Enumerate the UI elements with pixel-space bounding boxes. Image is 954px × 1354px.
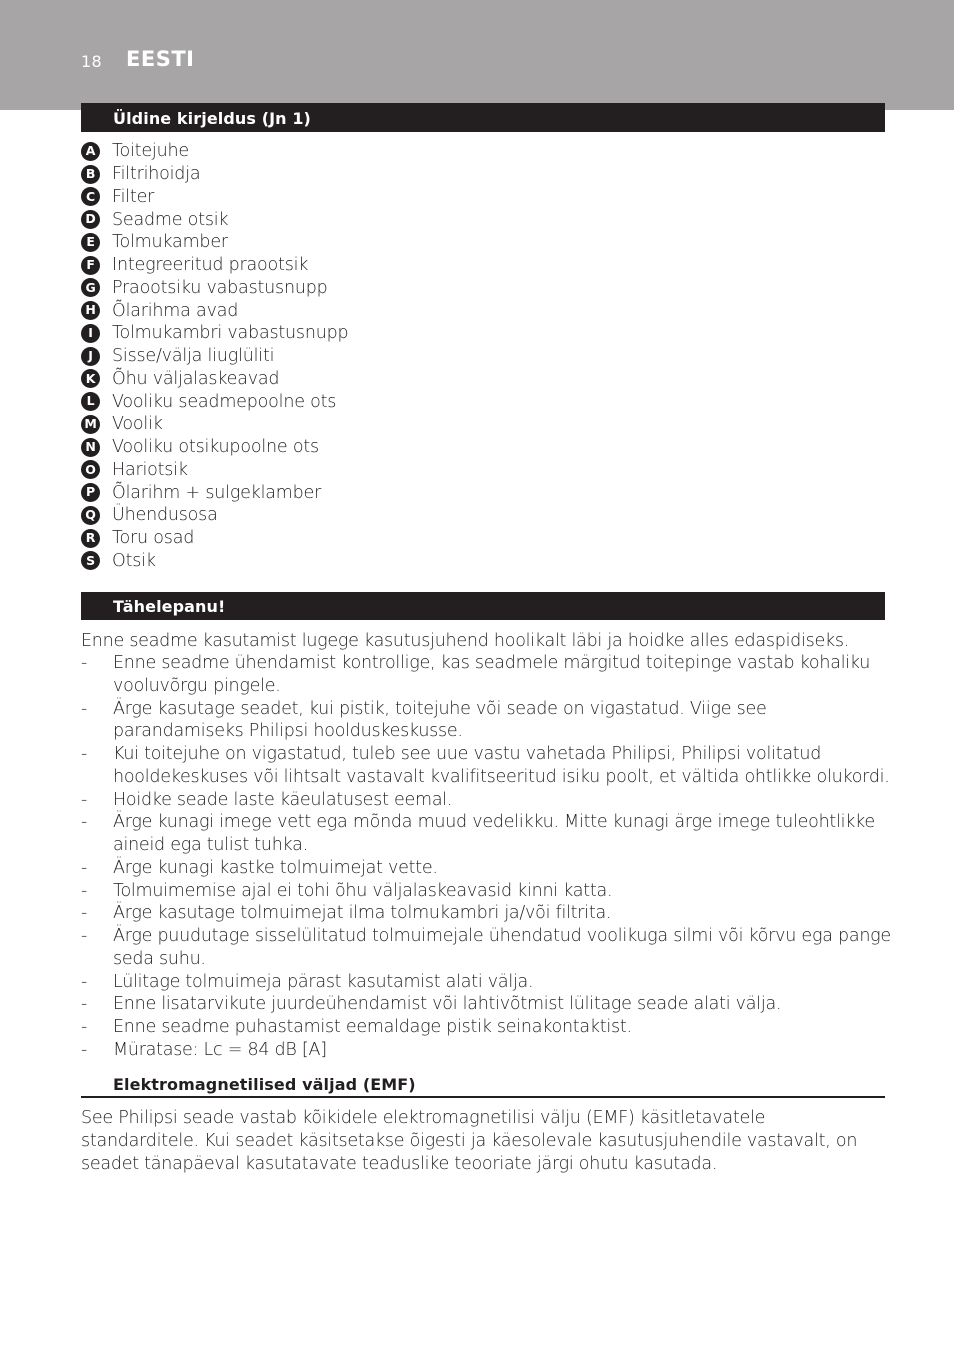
part-item: [81, 208, 348, 231]
warning-item: [81, 698, 891, 744]
part-letter-badge: C: [81, 187, 100, 206]
part-label: Tolmukambri vabastusnupp: [112, 323, 349, 344]
part-item: [81, 550, 348, 573]
section-heading-emf: Elektromagnetilised väljad (EMF): [81, 1074, 885, 1098]
section-heading-general-description: Üldine kirjeldus (Jn 1): [81, 104, 885, 132]
warning-item: [81, 811, 891, 857]
part-label: Toitejuhe: [112, 141, 189, 162]
part-letter-badge: L: [81, 392, 100, 411]
part-item: [81, 390, 348, 413]
section-heading-important: Tähelepanu!: [81, 592, 885, 620]
part-item: [81, 231, 348, 254]
part-label: Hariotsik: [112, 459, 188, 480]
warning-item: [81, 993, 891, 1016]
part-label: Filter: [112, 186, 155, 207]
bullet-dash: -: [81, 880, 88, 901]
part-item: [81, 368, 348, 391]
part-letter-badge: B: [81, 165, 100, 184]
warning-text: Ärge kasutage tolmuimejat ilma tolmukambri ja/või filtrita.: [113, 903, 612, 924]
part-label: Seadme otsik: [112, 209, 229, 230]
emf-paragraph: See Philipsi seade vastab kõikidele elektromagnetilisi välju (EMF) käsitletavatele standarditele. Kui seadet käsitsetakse õigesti ja käesolevale kasutusjuhendile vastavalt, on seadet tänapäeval kasutatavate teaduslike teooriate järgi ohutu kasutada.: [81, 1108, 858, 1174]
bullet-dash: -: [81, 926, 88, 946]
warning-item: [81, 880, 891, 903]
bullet-dash: -: [81, 744, 88, 764]
page-header-band: [0, 0, 954, 110]
part-letter-badge: M: [81, 415, 100, 434]
parts-list: [81, 140, 348, 572]
part-label: Voolik: [112, 414, 163, 435]
part-letter-badge: I: [81, 324, 100, 343]
warning-text: Tolmuimemise ajal ei tohi õhu väljalaskeavasid kinni katta.: [113, 880, 613, 901]
warning-item: [81, 789, 891, 812]
part-item: [81, 186, 348, 209]
part-item: [81, 277, 348, 300]
part-label: Vooliku otsikupoolne ots: [112, 437, 319, 458]
warning-text: Müratase: Lc = 84 dB [A]: [113, 1039, 327, 1060]
warning-text: Ärge puudutage sisselülitatud tolmuimejale ühendatud voolikuga silmi või kõrvu ega pange seda suhu.: [113, 926, 891, 969]
part-letter-badge: K: [81, 369, 100, 388]
warning-item: [81, 743, 891, 789]
language-title: EESTI: [126, 47, 195, 71]
warning-item: [81, 902, 891, 925]
warning-item: [81, 1039, 891, 1062]
part-letter-badge: D: [81, 210, 100, 229]
warning-text: Ärge kunagi kastke tolmuimejat vette.: [113, 857, 438, 878]
part-item: [81, 140, 348, 163]
part-label: Praootsiku vabastusnupp: [112, 277, 328, 298]
bullet-dash: -: [81, 994, 88, 1015]
part-letter-badge: R: [81, 529, 100, 548]
part-label: Toru osad: [112, 528, 195, 549]
part-item: [81, 254, 348, 277]
bullet-dash: -: [81, 971, 88, 992]
bullet-dash: -: [81, 1039, 88, 1060]
part-letter-badge: A: [81, 142, 100, 161]
warning-text: Hoidke seade laste käeulatusest eemal.: [113, 789, 453, 810]
warning-text: Ärge kunagi imege vett ega mõnda muud vedelikku. Mitte kunagi ärge imege tuleohtlikke aineid ega tulist tuhka.: [113, 812, 875, 855]
part-label: Ühendusosa: [112, 505, 218, 526]
warning-item: [81, 925, 891, 971]
part-label: Õlarihm + sulgeklamber: [112, 482, 322, 503]
part-label: Õlarihma avad: [112, 300, 239, 321]
bullet-dash: -: [81, 812, 88, 833]
part-label: Sisse/välja liuglüliti: [112, 346, 275, 367]
part-letter-badge: S: [81, 551, 100, 570]
warning-text: Kui toitejuhe on vigastatud, tuleb see uue vastu vahetada Philipsi, Philipsi volitatud hooldekeskuses või lihtsalt vastavalt kvalifitseeritud isiku poolt, et vältida ohtlikke olukordi.: [113, 744, 890, 787]
bullet-dash: -: [81, 903, 88, 924]
warning-text: Enne seadme ühendamist kontrollige, kas seadmele märgitud toitepinge vastab kohaliku vooluvõrgu pingele.: [113, 653, 871, 696]
part-label: Vooliku seadmepoolne ots: [112, 391, 337, 412]
warning-text: Ärge kasutage seadet, kui pistik, toitejuhe või seade on vigastatud. Viige see parandamiseks Philipsi hoolduskeskusse.: [113, 698, 767, 742]
part-label: Tolmukamber: [112, 232, 228, 253]
bullet-dash: -: [81, 653, 88, 673]
part-letter-badge: E: [81, 233, 100, 252]
warning-text: Enne seadme puhastamist eemaldage pistik seinakontaktist.: [113, 1017, 632, 1037]
part-item: [81, 459, 348, 482]
warning-item: [81, 971, 891, 994]
part-item: [81, 163, 348, 186]
part-label: Integreeritud praootsik: [112, 255, 309, 276]
part-letter-badge: G: [81, 278, 100, 297]
part-letter-badge: J: [81, 347, 100, 366]
part-item: [81, 527, 348, 550]
warning-item: [81, 652, 891, 698]
part-letter-badge: O: [81, 460, 100, 479]
part-item: [81, 345, 348, 368]
part-letter-badge: N: [81, 438, 100, 457]
warning-item: [81, 857, 891, 880]
part-letter-badge: Q: [81, 506, 100, 525]
part-label: Õhu väljalaskeavad: [112, 368, 280, 389]
part-item: [81, 322, 348, 345]
part-item: [81, 504, 348, 527]
part-item: [81, 299, 348, 322]
bullet-dash: -: [81, 698, 88, 719]
part-letter-badge: H: [81, 301, 100, 320]
bullet-dash: -: [81, 789, 88, 810]
bullet-dash: -: [81, 1017, 88, 1037]
warnings-list: [81, 652, 891, 1062]
warning-text: Enne lisatarvikute juurdeühendamist või lahtivõtmist lülitage seade alati välja.: [113, 994, 782, 1015]
warning-item: [81, 1016, 891, 1039]
page-number: 18: [81, 52, 102, 71]
part-item: [81, 413, 348, 436]
part-label: Otsik: [112, 550, 156, 571]
part-letter-badge: F: [81, 256, 100, 275]
bullet-dash: -: [81, 857, 88, 878]
warning-text: Lülitage tolmuimeja pärast kasutamist alati välja.: [113, 971, 534, 992]
part-label: Filtrihoidja: [112, 164, 201, 185]
important-intro: Enne seadme kasutamist lugege kasutusjuhend hoolikalt läbi ja hoidke alles edaspidiseks.: [81, 631, 850, 651]
part-letter-badge: P: [81, 483, 100, 502]
part-item: [81, 436, 348, 459]
part-item: [81, 481, 348, 504]
